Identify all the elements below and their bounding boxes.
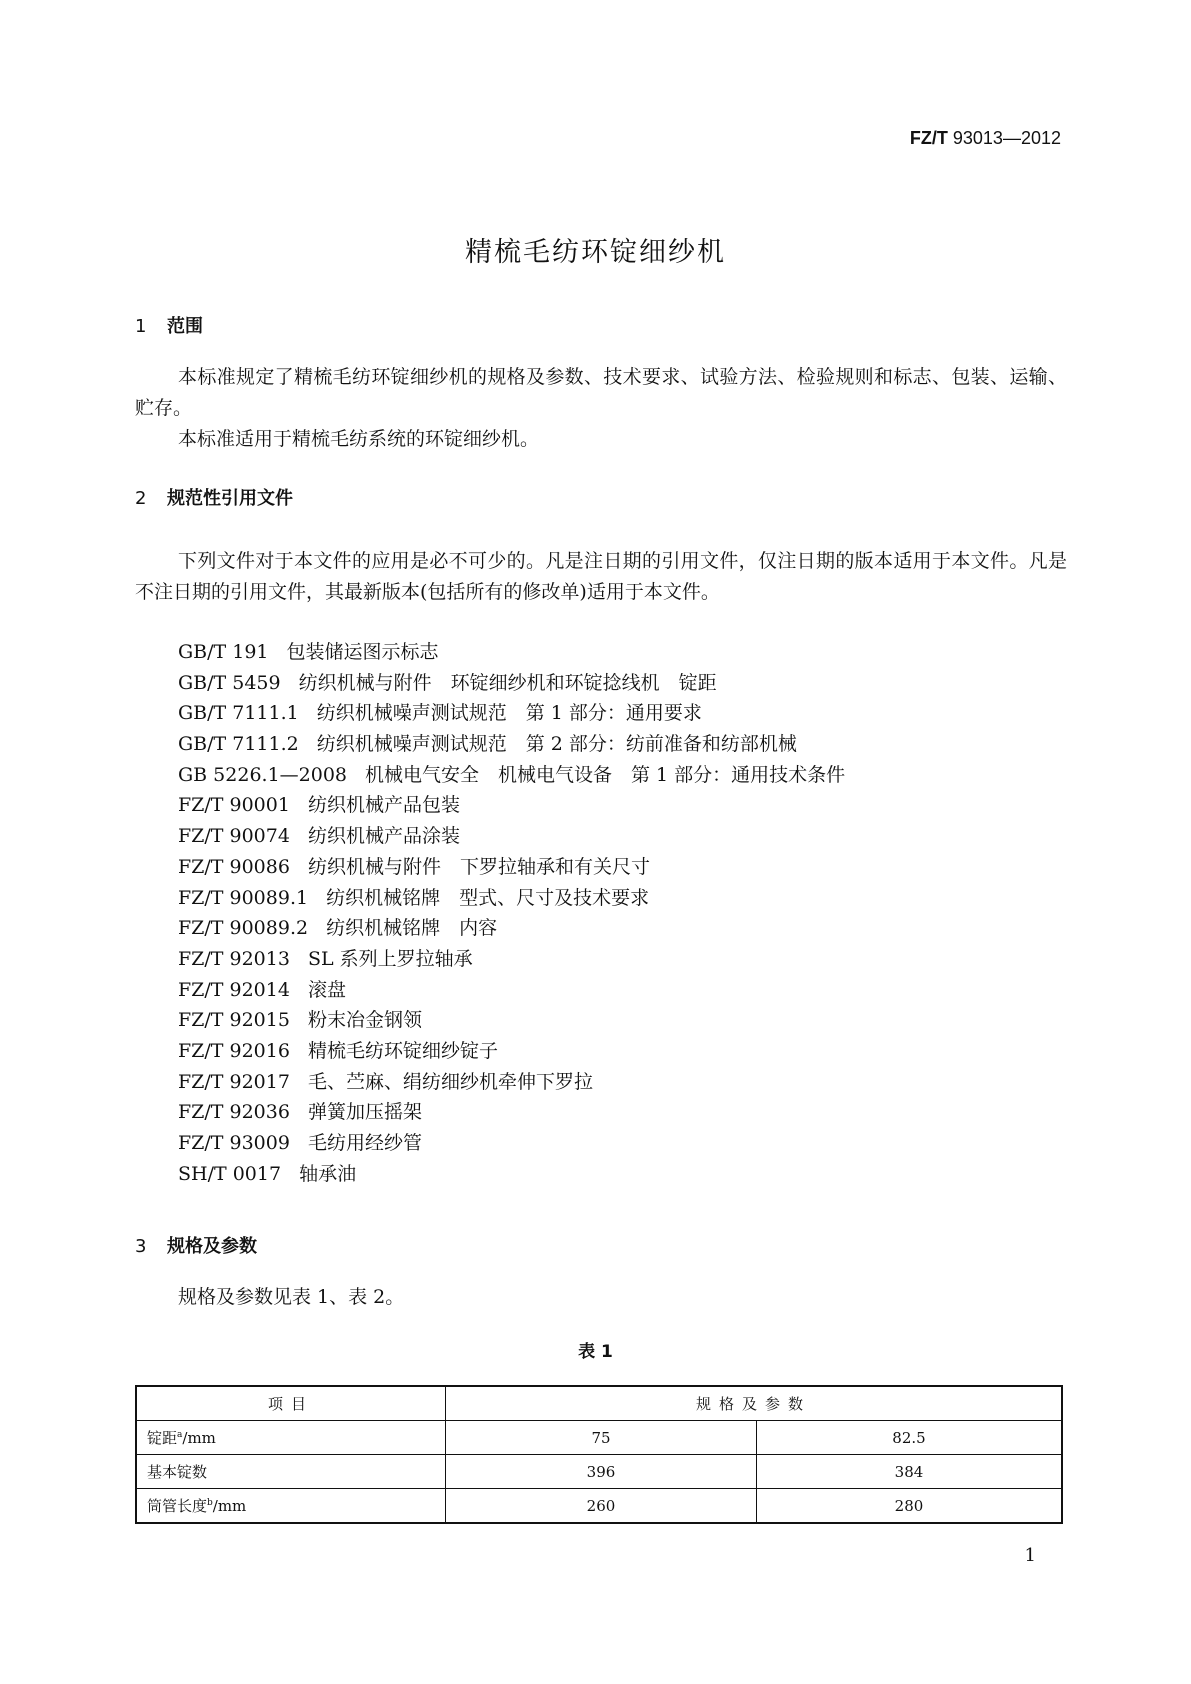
table-row xyxy=(136,1489,1062,1524)
row-value: 260 xyxy=(446,1489,757,1524)
reference-title: 弹簧加压摇架 xyxy=(307,1101,422,1124)
reference-title: 纺织机械噪声测试规范 第 2 部分：纺前准备和纺部机械 xyxy=(316,733,797,756)
standard-number xyxy=(910,128,1061,149)
reference-code: FZ/T 90089.2 xyxy=(178,917,309,940)
reference-code: FZ/T 92036 xyxy=(178,1101,290,1124)
reference-code: FZ/T 92017 xyxy=(178,1070,290,1093)
section-1-paragraph-1: 本标准规定了精梳毛纺环锭细纱机的规格及参数、技术要求、试验方法、检验规则和标志、包装、运输、贮存。 xyxy=(135,366,1067,419)
reference-title: 轴承油 xyxy=(299,1162,357,1185)
header-params: 规格及参数 xyxy=(446,1386,1063,1421)
reference-item xyxy=(178,944,845,975)
reference-item xyxy=(178,1128,845,1159)
reference-item xyxy=(178,760,845,791)
normative-references-list xyxy=(178,637,845,1189)
reference-title: 机械电气安全 机械电气设备 第 1 部分：通用技术条件 xyxy=(365,763,846,786)
reference-code: FZ/T 90089.1 xyxy=(178,886,309,909)
section-2-heading xyxy=(135,484,293,510)
reference-code: SH/T 0017 xyxy=(178,1162,282,1185)
reference-code: GB/T 5459 xyxy=(178,671,281,694)
header-item: 项目 xyxy=(136,1386,446,1421)
reference-item xyxy=(178,1097,845,1128)
reference-title: 毛、苎麻、绢纺细纱机牵伸下罗拉 xyxy=(307,1070,593,1093)
row-label: 锭距$^a$/mm xyxy=(136,1421,446,1455)
reference-title: 粉末冶金钢领 xyxy=(307,1009,422,1032)
table-row xyxy=(136,1455,1062,1489)
table-row xyxy=(136,1421,1062,1455)
reference-item xyxy=(178,852,845,883)
table-header-row xyxy=(136,1386,1062,1421)
row-label: 筒管长度$^b$/mm xyxy=(136,1489,446,1524)
section-number: 1 xyxy=(135,316,147,337)
reference-item xyxy=(178,668,845,699)
reference-item xyxy=(178,883,845,914)
section-title: 规格及参数 xyxy=(167,1236,257,1257)
reference-item xyxy=(178,1067,845,1098)
reference-code: FZ/T 90001 xyxy=(178,794,290,817)
section-3-paragraph-1: 规格及参数见表 1、表 2。 xyxy=(178,1286,405,1308)
section-2-paragraph-1: 下列文件对于本文件的应用是必不可少的。凡是注日期的引用文件，仅注日期的版本适用于本文件。凡是不注日期的引用文件，其最新版本(包括所有的修改单)适用于本文件。 xyxy=(135,550,1067,603)
reference-title: 毛纺用经纱管 xyxy=(307,1132,422,1154)
standard-code: FZ/T xyxy=(909,128,948,148)
reference-code: FZ/T 92016 xyxy=(178,1039,290,1062)
section-1-heading xyxy=(135,312,203,338)
reference-item xyxy=(178,975,845,1006)
row-value: 396 xyxy=(446,1455,757,1489)
reference-item xyxy=(178,821,845,852)
document-title: 精梳毛纺环锭细纱机 xyxy=(465,237,726,268)
reference-title: 纺织机械噪声测试规范 第 1 部分：通用要求 xyxy=(316,702,702,725)
reference-title: 纺织机械产品包装 xyxy=(307,794,460,817)
reference-title: 纺织机械与附件 环锭细纱机和环锭捻线机 锭距 xyxy=(298,671,717,694)
reference-code: GB/T 7111.1 xyxy=(178,702,299,725)
reference-item xyxy=(178,698,845,729)
reference-item xyxy=(178,1036,845,1067)
section-number: 3 xyxy=(135,1236,147,1257)
reference-code: FZ/T 93009 xyxy=(178,1132,290,1154)
section-title: 规范性引用文件 xyxy=(167,488,293,509)
table-caption: 表 1 xyxy=(578,1342,613,1362)
reference-item xyxy=(178,729,845,760)
standard-year: 93013—2012 xyxy=(952,128,1061,148)
section-number: 2 xyxy=(135,488,147,509)
row-label: 基本锭数 xyxy=(136,1455,446,1489)
reference-item xyxy=(178,1159,845,1190)
reference-item xyxy=(178,1005,845,1036)
reference-title: 包装储运图示标志 xyxy=(286,641,439,663)
section-title: 范围 xyxy=(167,316,203,337)
reference-item xyxy=(178,637,845,668)
reference-code: FZ/T 92013 xyxy=(178,947,290,970)
reference-title: SL 系列上罗拉轴承 xyxy=(307,947,473,970)
reference-title: 精梳毛纺环锭细纱锭子 xyxy=(307,1039,498,1062)
page-number: 1 xyxy=(1024,1545,1036,1566)
reference-code: FZ/T 90074 xyxy=(178,825,290,848)
row-value: 280 xyxy=(757,1489,1063,1524)
row-value: 384 xyxy=(757,1455,1063,1489)
reference-title: 滚盘 xyxy=(307,978,346,1001)
row-value: 82.5 xyxy=(757,1421,1063,1455)
reference-title: 纺织机械与附件 下罗拉轴承和有关尺寸 xyxy=(307,855,650,878)
reference-code: GB/T 7111.2 xyxy=(178,733,299,756)
reference-title: 纺织机械铭牌 内容 xyxy=(326,917,498,940)
reference-code: GB 5226.1—2008 xyxy=(178,763,348,786)
reference-code: FZ/T 92014 xyxy=(178,978,290,1001)
reference-code: GB/T 191 xyxy=(178,641,269,663)
reference-item xyxy=(178,913,845,944)
spec-table xyxy=(135,1385,1063,1524)
section-1-paragraph-2: 本标准适用于精梳毛纺系统的环锭细纱机。 xyxy=(178,428,540,450)
reference-item xyxy=(178,790,845,821)
section-3-heading xyxy=(135,1232,257,1258)
reference-title: 纺织机械铭牌 型式、尺寸及技术要求 xyxy=(326,886,650,909)
reference-code: FZ/T 92015 xyxy=(178,1009,290,1032)
reference-title: 纺织机械产品涂装 xyxy=(307,825,460,848)
reference-code: FZ/T 90086 xyxy=(178,855,290,878)
row-value: 75 xyxy=(446,1421,757,1455)
